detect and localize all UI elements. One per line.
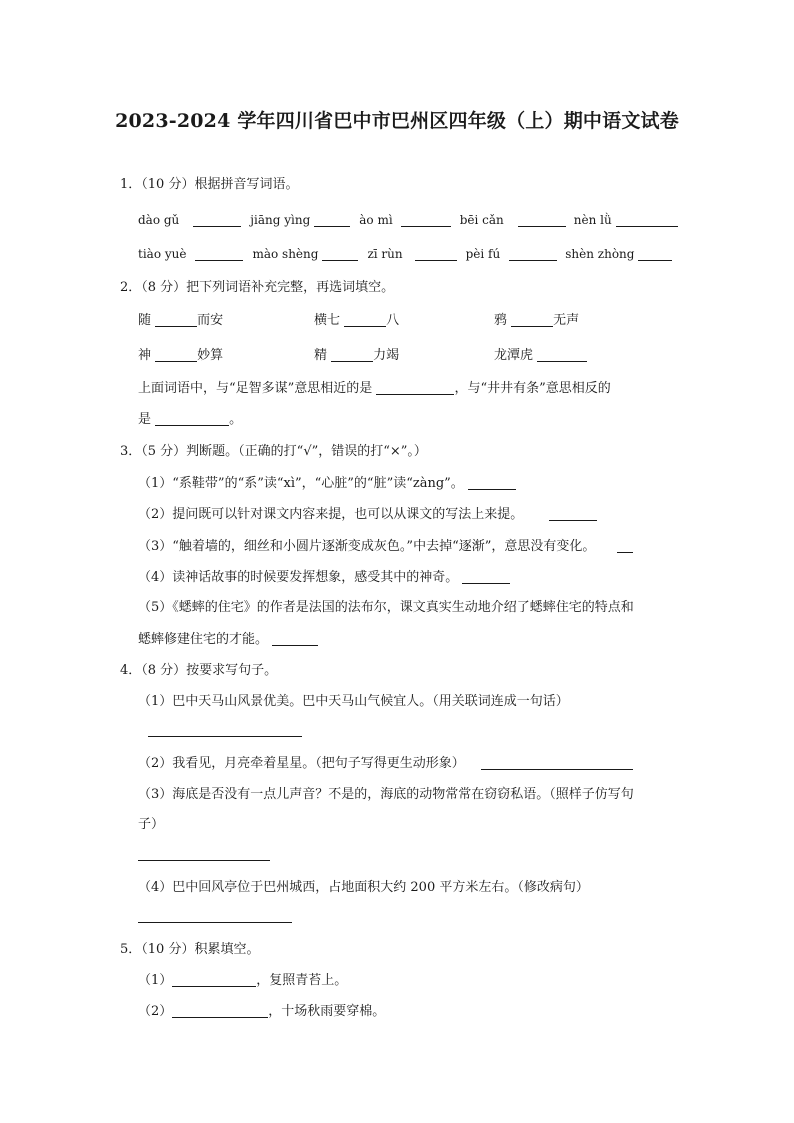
answer-blank[interactable] <box>537 347 587 362</box>
q4-item: （3）海底是否没有一点儿声音？不是的，海底的动物常常在窃窃私语。（照样子仿写句 <box>138 787 634 802</box>
q3-statement: （5）《蟋蟀的住宅》的作者是法国的法布尔，课文真实生动地介绍了蟋蟀住宅的特点和 <box>138 600 634 615</box>
answer-blank[interactable] <box>376 380 454 395</box>
q5-header: 5．（10 分）积累填空。 <box>120 942 260 957</box>
q4-item: （1）巴中天马山风景优美。巴中天马山气候宜人。（用关联词连成一句话） <box>138 694 569 709</box>
q5-item: （1） ，复照青苔上。 <box>138 973 348 988</box>
q3-statement: （2）提问既可以针对课文内容来提，也可以从课文的写法上来提。 <box>138 506 597 524</box>
answer-blank[interactable] <box>549 506 597 521</box>
answer-blank[interactable] <box>331 347 373 362</box>
answer-blank[interactable] <box>401 212 451 227</box>
answer-blank[interactable] <box>138 846 270 861</box>
q3-statement: （4）读神话故事的时候要发挥想象，感受其中的神奇。 <box>138 569 510 587</box>
q4-item: 子） <box>138 817 165 832</box>
answer-blank[interactable] <box>155 312 197 327</box>
q4-answer-line <box>148 722 302 740</box>
answer-blank[interactable] <box>322 246 358 261</box>
q3-statement: （3）“触着墙的，细丝和小圆片逐渐变成灰色。”中去掉“逐渐”，意思没有变化。 <box>138 538 633 556</box>
q3-statement: （1）“系鞋带”的“系”读“xì”，“心脏”的“脏”读“zàng”。 <box>138 475 516 493</box>
answer-blank[interactable] <box>616 212 678 227</box>
answer-blank[interactable] <box>148 722 302 737</box>
q3-header: 3．（5 分）判断题。（正确的打“√”，错误的打“×”。） <box>120 444 427 459</box>
q4-answer-line <box>138 908 292 926</box>
q2-item: 龙潭虎 <box>494 347 587 365</box>
answer-blank[interactable] <box>509 246 557 261</box>
q1-row-2 <box>138 245 672 264</box>
q2-item: 鸦 无声 <box>494 313 580 328</box>
answer-blank[interactable] <box>172 972 256 987</box>
pinyin-item: bēi cǎn <box>459 213 504 227</box>
answer-blank[interactable] <box>195 246 243 261</box>
answer-blank[interactable] <box>462 569 510 584</box>
answer-blank[interactable] <box>415 246 457 261</box>
q4-item: （2）我看见，月亮牵着星星。（把句子写得更生动形象） <box>138 755 633 773</box>
q2-fill-line: 上面词语中，与“足智多谋”意思相近的是 ，与“井井有条”意思相反的 <box>138 381 611 396</box>
q2-item: 精 力竭 <box>314 348 400 363</box>
answer-blank[interactable] <box>155 411 229 426</box>
answer-blank[interactable] <box>272 631 318 646</box>
answer-blank[interactable] <box>344 312 386 327</box>
q2-fill-line: 是 。 <box>138 412 243 427</box>
q2-item: 横七 八 <box>314 313 400 328</box>
q2-header: 2．（8 分）把下列词语补充完整，再选词填空。 <box>120 280 395 295</box>
answer-blank[interactable] <box>314 212 350 227</box>
pinyin-item: ào mì <box>359 213 393 227</box>
answer-blank[interactable] <box>638 246 672 261</box>
answer-blank[interactable] <box>518 212 566 227</box>
pinyin-item: zī rùn <box>367 247 403 261</box>
answer-blank[interactable] <box>172 1003 268 1018</box>
answer-blank[interactable] <box>193 212 241 227</box>
q4-header: 4．（8 分）按要求写句子。 <box>120 663 278 678</box>
answer-blank[interactable] <box>511 312 553 327</box>
pinyin-item: dào gǔ <box>138 213 180 227</box>
q1-header: 1．（10 分）根据拼音写词语。 <box>120 177 299 192</box>
pinyin-item: jiāng yìng <box>250 213 311 227</box>
pinyin-item: nèn lǜ <box>573 213 612 227</box>
pinyin-item: pèi fú <box>465 247 501 261</box>
q2-item: 神 妙算 <box>138 348 224 363</box>
answer-blank[interactable] <box>481 755 633 770</box>
answer-blank[interactable] <box>468 475 516 490</box>
answer-blank[interactable] <box>138 908 292 923</box>
q4-item: （4）巴中回风亭位于巴州城西，占地面积大约 200 平方米左右。（修改病句） <box>138 880 589 895</box>
q4-answer-line <box>138 846 270 864</box>
q5-item: （2） ，十场秋雨要穿棉。 <box>138 1004 386 1019</box>
answer-blank[interactable] <box>155 347 197 362</box>
q1-row-1 <box>138 211 678 230</box>
pinyin-item: shèn zhòng <box>565 247 635 261</box>
page-title: 2023-2024 学年四川省巴中市巴州区四年级（上）期中语文试卷 <box>115 110 679 132</box>
pinyin-item: mào shèng <box>252 247 319 261</box>
pinyin-item: tiào yuè <box>138 247 187 261</box>
answer-blank[interactable] <box>617 538 633 553</box>
q3-statement: 蟋蟀修建住宅的才能。 <box>138 631 318 649</box>
q2-item: 随 而安 <box>138 313 224 328</box>
